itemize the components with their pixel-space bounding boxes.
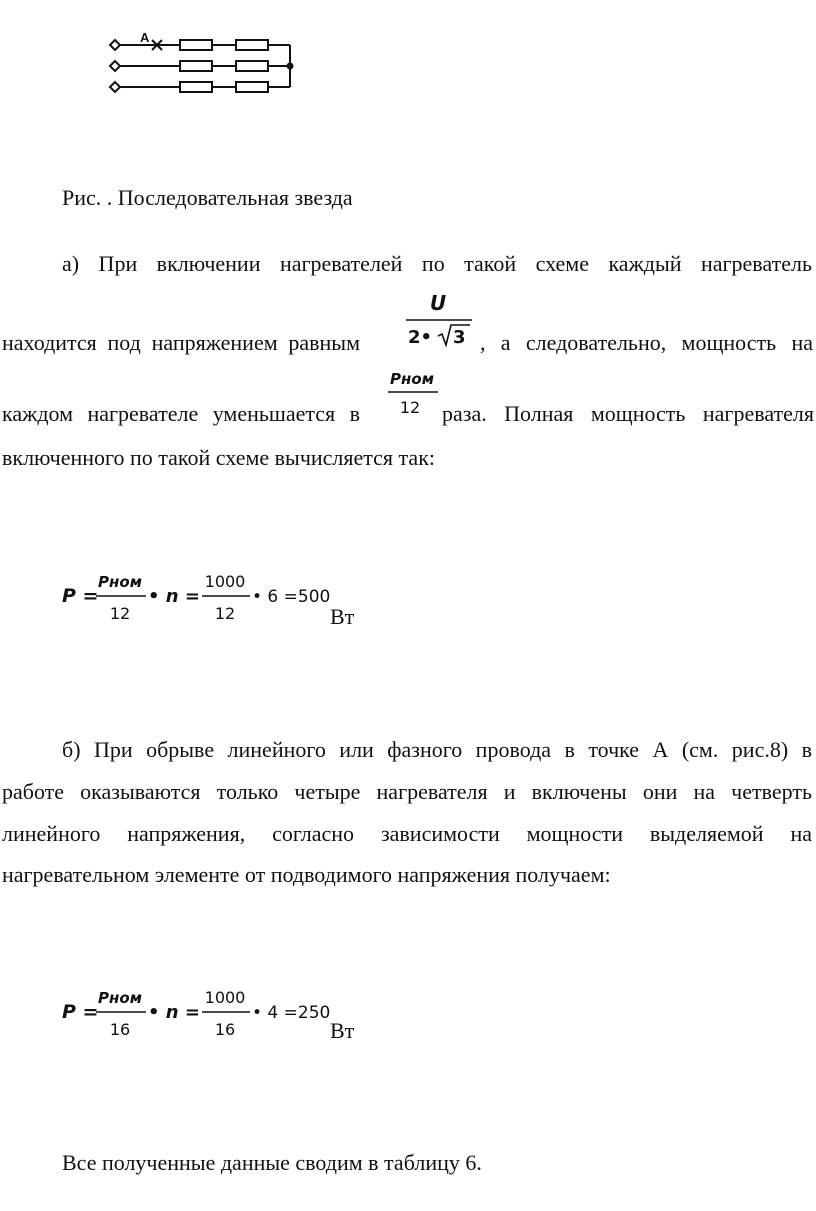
heater-1-1 — [180, 40, 212, 50]
f2-frac2-den: 16 — [214, 1020, 236, 1039]
terminal-3 — [110, 82, 120, 92]
formula-1 — [60, 566, 360, 628]
f1-frac1-den: 12 — [109, 604, 131, 623]
formula-2 — [60, 982, 360, 1044]
power-frac-den: 12 — [399, 398, 421, 417]
closing-line: Все полученные данные сводим в таблицу 6. — [62, 1150, 482, 1175]
heater-3-1 — [180, 82, 212, 92]
f2-tail: • 4 =250 — [252, 1003, 331, 1023]
f1-mul: • n = — [148, 586, 200, 607]
voltage-fraction — [398, 288, 478, 352]
star-node — [287, 63, 294, 70]
formula-1-unit: Вт — [330, 604, 355, 629]
heater-2-1 — [180, 61, 212, 71]
para-b-line-4: нагревательном элементе от подводимого напряжения получаем: — [2, 862, 611, 887]
heater-1-2 — [236, 40, 268, 50]
voltage-frac-coef: 2• — [408, 327, 433, 348]
heater-3-2 — [236, 82, 268, 92]
para-a-line-1: а) При включении нагревателей по такой схеме каждый нагреватель — [62, 251, 812, 276]
figure-caption: Рис. . Последовательная звезда — [62, 185, 353, 210]
f2-frac1-num: Pном — [98, 989, 142, 1007]
para-b-line-3: линейного напряжения, согласно зависимости мощности выделяемой на — [2, 821, 812, 846]
voltage-frac-num: U — [429, 291, 447, 315]
terminal-2 — [110, 61, 120, 71]
f2-mul: • n = — [148, 1002, 200, 1023]
para-a-line-2-pre: находится под напряжением равным — [2, 330, 360, 355]
f1-lhs: P = — [62, 585, 99, 607]
f2-lhs: P = — [62, 1001, 99, 1023]
f2-frac2-num: 1000 — [204, 988, 246, 1007]
power-fraction — [384, 364, 444, 422]
para-b-line-2: работе оказываются только четыре нагревателя и включены они на четверть — [2, 779, 812, 804]
point-a-label: A — [140, 30, 150, 45]
para-a-line-2-post: , а следовательно, мощность на — [480, 330, 813, 355]
para-b-line-1: б) При обрыве линейного или фазного провода в точке А (см. рис.8) в — [62, 737, 812, 762]
f1-frac1-num: Pном — [98, 573, 142, 591]
para-a-line-4: включенного по такой схеме вычисляется так: — [2, 445, 435, 470]
f1-tail: • 6 =500 — [252, 587, 331, 607]
power-frac-num: Pном — [390, 370, 434, 388]
heater-2-2 — [236, 61, 268, 71]
circuit-diagram — [100, 26, 300, 98]
f1-frac2-num: 1000 — [204, 572, 246, 591]
f1-frac2-den: 12 — [214, 604, 236, 623]
terminal-1 — [110, 40, 120, 50]
para-a-line-3-post: раза. Полная мощность нагревателя — [442, 401, 814, 426]
f2-frac1-den: 16 — [109, 1020, 131, 1039]
voltage-frac-root: 3 — [453, 327, 466, 348]
formula-2-unit: Вт — [330, 1018, 355, 1043]
para-a-line-3-pre: каждом нагревателе уменьшается в — [2, 401, 360, 426]
